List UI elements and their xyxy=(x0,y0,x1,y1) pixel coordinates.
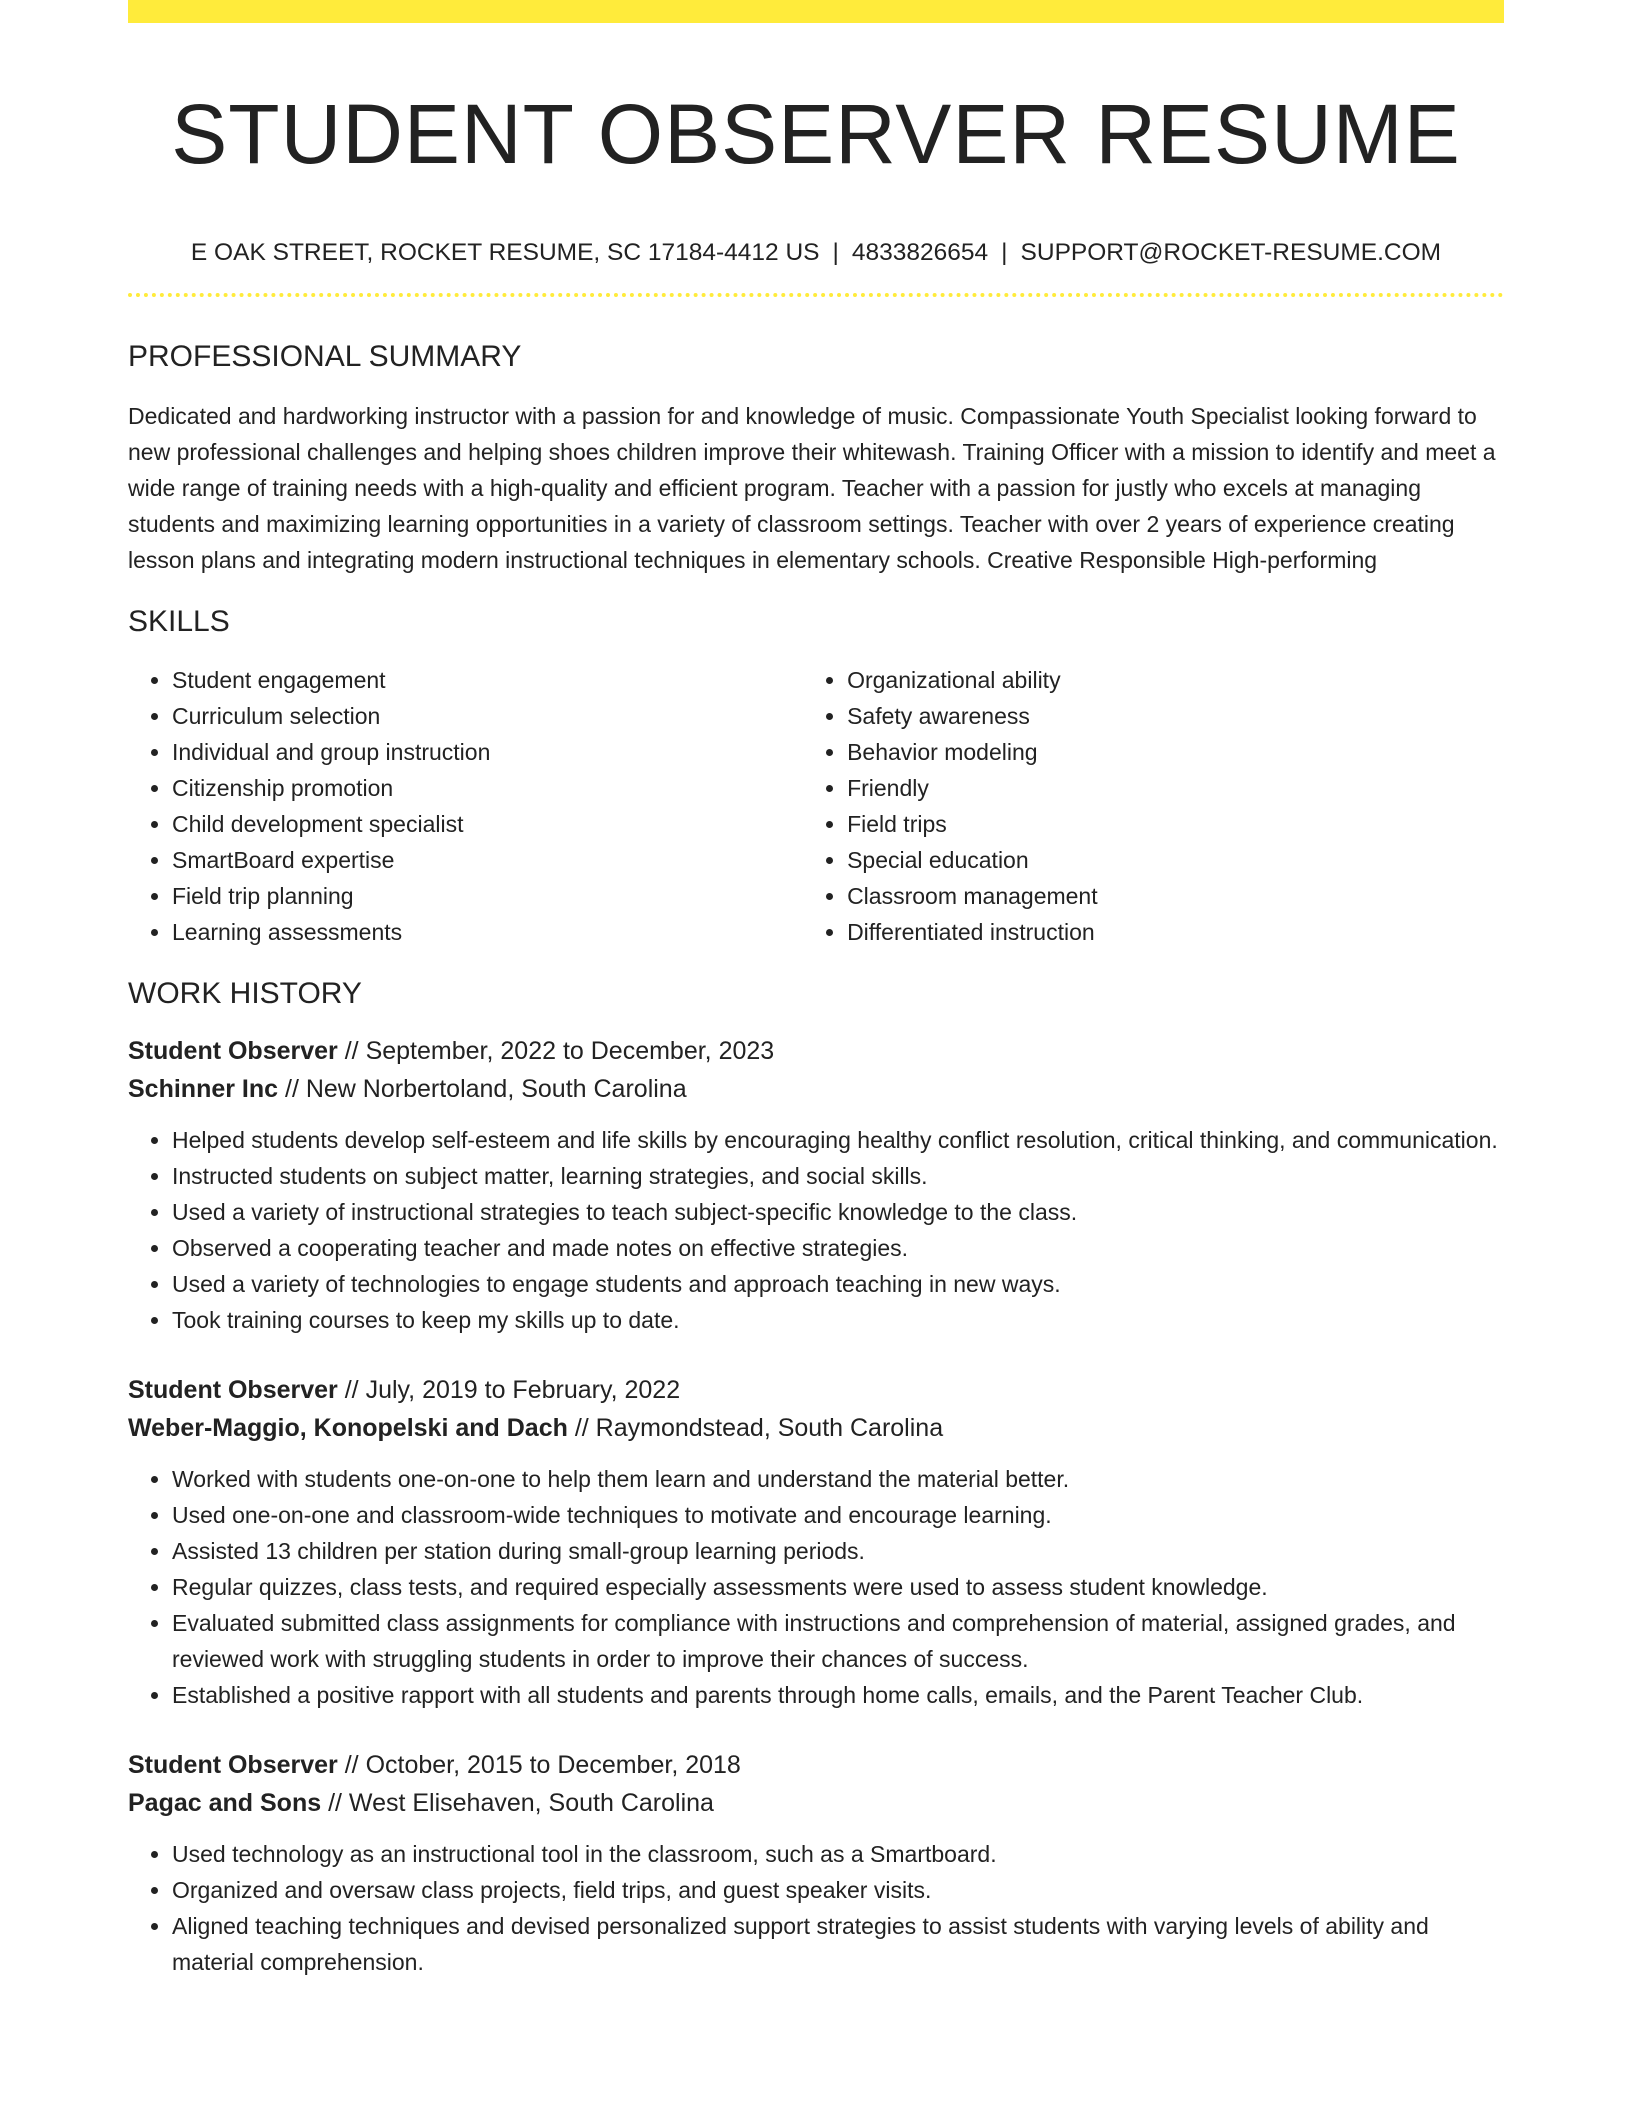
job-company: Schinner Inc xyxy=(128,1075,279,1103)
skill-item: • Field trips xyxy=(847,806,1504,842)
contact-separator: | xyxy=(832,239,839,266)
job-entry xyxy=(128,1371,1504,1713)
job-divider: // xyxy=(567,1414,596,1442)
job-role: Student Observer xyxy=(128,1376,338,1404)
skill-item: • Individual and group instruction xyxy=(172,734,803,770)
skill-item: • Learning assessments xyxy=(172,914,803,950)
job-bullet: • Observed a cooperating teacher and made notes on effective strategies. xyxy=(172,1230,1504,1266)
job-company: Pagac and Sons xyxy=(128,1789,322,1817)
job-bullet: • Took training courses to keep my skills up to date. xyxy=(172,1302,1504,1338)
job-location: West Elisehaven, South Carolina xyxy=(348,1789,714,1817)
job-location: Raymondstead, South Carolina xyxy=(595,1414,944,1442)
skill-item: • Curriculum selection xyxy=(172,698,803,734)
top-accent-bar xyxy=(128,0,1504,23)
skill-item: • Field trip planning xyxy=(172,878,803,914)
job-bullet: • Assisted 13 children per station during small-group learning periods. xyxy=(172,1533,1504,1569)
job-role-line xyxy=(128,1032,1504,1070)
skill-item: • Behavior modeling xyxy=(847,734,1504,770)
job-bullet: • Used a variety of instructional strategies to teach subject-specific knowledge to the class. xyxy=(172,1194,1504,1230)
job-location: New Norbertoland, South Carolina xyxy=(305,1075,687,1103)
job-entry xyxy=(128,1032,1504,1338)
skills-heading: SKILLS xyxy=(128,605,230,638)
contact-line xyxy=(128,238,1504,268)
job-dates: September, 2022 to December, 2023 xyxy=(365,1037,775,1065)
job-role-line xyxy=(128,1371,1504,1409)
job-bullets xyxy=(128,1461,1504,1713)
job-bullets xyxy=(128,1836,1504,1980)
job-company-line xyxy=(128,1409,1504,1447)
job-bullet: • Regular quizzes, class tests, and required especially assessments were used to assess student knowledge. xyxy=(172,1569,1504,1605)
skill-item: • Student engagement xyxy=(172,662,803,698)
summary-text: Dedicated and hardworking instructor with a passion for and knowledge of music. Compassionate Youth Specialist looking forward to new professional challenges and helping shoes children improve their whitewash. Training Officer with a mission to identify and meet a wide range of training needs with a high-quality and efficient program. Teacher with a passion for justly who excels at managing students and maximizing learning opportunities in a variety of classroom settings. Teacher with over 2 years of experience creating lesson plans and integrating modern instructional techniques in elementary schools. Creative Responsible High-performing xyxy=(128,403,1496,573)
skill-item: • Safety awareness xyxy=(847,698,1504,734)
job-bullet: • Worked with students one-on-one to help them learn and understand the material better. xyxy=(172,1461,1504,1497)
skill-item: • Citizenship promotion xyxy=(172,770,803,806)
job-role: Student Observer xyxy=(128,1751,338,1779)
job-bullet: • Helped students develop self-esteem and life skills by encouraging healthy conflict resolution, critical thinking, and communication. xyxy=(172,1122,1504,1158)
contact-separator: | xyxy=(1001,239,1008,266)
job-divider: // xyxy=(321,1789,349,1817)
job-bullet: • Used one-on-one and classroom-wide techniques to motivate and encourage learning. xyxy=(172,1497,1504,1533)
resume-page xyxy=(128,0,1504,1980)
job-bullet: • Organized and oversaw class projects, field trips, and guest speaker visits. xyxy=(172,1872,1504,1908)
job-role-line xyxy=(128,1746,1504,1784)
summary-heading: PROFESSIONAL SUMMARY xyxy=(128,340,522,373)
job-bullets xyxy=(128,1122,1504,1338)
contact-phone: 4833826654 xyxy=(851,239,989,266)
contact-email[interactable]: SUPPORT@ROCKET-RESUME.COM xyxy=(1020,239,1442,266)
work-history-heading: WORK HISTORY xyxy=(128,977,362,1010)
skills-grid xyxy=(128,662,1504,950)
job-bullet: • Used a variety of technologies to engage students and approach teaching in new ways. xyxy=(172,1266,1504,1302)
job-dates: October, 2015 to December, 2018 xyxy=(365,1751,741,1779)
job-divider: // xyxy=(337,1376,366,1404)
job-bullet: • Established a positive rapport with all students and parents through home calls, emails, and the Parent Teacher Club. xyxy=(172,1677,1504,1713)
job-entry xyxy=(128,1746,1504,1980)
job-role: Student Observer xyxy=(128,1037,338,1065)
job-bullet: • Instructed students on subject matter, learning strategies, and social skills. xyxy=(172,1158,1504,1194)
skill-item: • Special education xyxy=(847,842,1504,878)
job-bullet: • Used technology as an instructional tool in the classroom, such as a Smartboard. xyxy=(172,1836,1504,1872)
job-company: Weber-Maggio, Konopelski and Dach xyxy=(128,1414,568,1442)
job-divider: // xyxy=(278,1075,306,1103)
skills-list-right xyxy=(803,662,1504,950)
skill-item: • Child development specialist xyxy=(172,806,803,842)
skills-list-left xyxy=(128,662,803,950)
job-company-line xyxy=(128,1784,1504,1822)
job-divider: // xyxy=(337,1037,366,1065)
skill-item: • Classroom management xyxy=(847,878,1504,914)
dotted-divider xyxy=(128,293,1504,297)
job-bullet: • Evaluated submitted class assignments for compliance with instructions and comprehension of material, assigned grades, and reviewed work with struggling students in order to improve their chances of success. xyxy=(172,1605,1504,1677)
resume-title: STUDENT OBSERVER RESUME xyxy=(171,87,1461,181)
skill-item: • Organizational ability xyxy=(847,662,1504,698)
job-company-line xyxy=(128,1070,1504,1108)
skill-item: • SmartBoard expertise xyxy=(172,842,803,878)
job-bullet: • Aligned teaching techniques and devised personalized support strategies to assist students with varying levels of ability and material comprehension. xyxy=(172,1908,1504,1980)
job-dates: July, 2019 to February, 2022 xyxy=(365,1376,681,1404)
skill-item: • Differentiated instruction xyxy=(847,914,1504,950)
contact-address: E OAK STREET, ROCKET RESUME, SC 17184-4412 US xyxy=(190,239,820,266)
skill-item: • Friendly xyxy=(847,770,1504,806)
job-divider: // xyxy=(337,1751,366,1779)
